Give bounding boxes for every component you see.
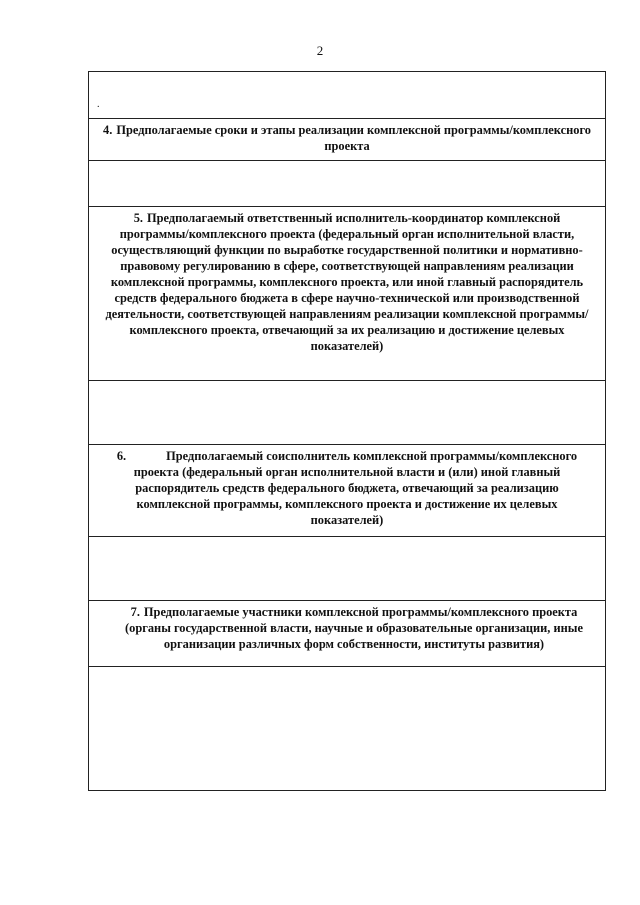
- section-4-title: Предполагаемые сроки и этапы реализации комплексной программы/комплексного проекта: [116, 123, 591, 153]
- section-5-heading: [89, 206, 605, 380]
- answer-cell-5[interactable]: [89, 380, 605, 444]
- application-form-table: [88, 71, 606, 791]
- section-4-heading: [89, 118, 605, 160]
- answer-cell-3[interactable]: [89, 72, 605, 118]
- section-5-title: Предполагаемый ответственный исполнитель-координатор комплексной программы/комплексного проекта (федеральный орган исполнительной власти, осуществляющий функции по выработке государственной политики и нормативно-правовому регулированию в сфере, соответствующей направлениям реализации комплексной программы, комплексного проекта, или иной главный распорядитель средств федерального бюджета в сфере научно-технической или производственной деятельности, соответствующей направлениям реализации комплексной программы/комплексного проекта, отвечающий за их реализацию и достижение целевых показателей): [105, 211, 589, 353]
- page-number: 2: [316, 43, 324, 58]
- section-7-title: Предполагаемые участники комплексной программы/комплексного проекта (органы государственной власти, научные и образовательные организации, иные организации различных форм собственности, институты развития): [125, 605, 583, 651]
- section-7-heading: [89, 600, 605, 666]
- answer-cell-4[interactable]: [89, 160, 605, 206]
- dot-mark: .: [97, 99, 100, 110]
- answer-cell-7[interactable]: [89, 666, 605, 789]
- answer-cell-6[interactable]: [89, 536, 605, 600]
- section-7-number: 7.: [130, 605, 140, 619]
- section-6-number: 6.: [116, 449, 127, 463]
- section-5-number: 5.: [133, 211, 143, 225]
- section-6-title: Предполагаемый соисполнитель комплексной программы/комплексного проекта (федеральный орган исполнительной власти и (или) иной главный распорядитель средств федерального бюджета, отвечающий за реализацию комплексной программы, комплексного проекта и достижение их целевых показателей): [133, 449, 578, 527]
- section-4-number: 4.: [103, 123, 113, 137]
- section-6-heading: [89, 444, 605, 536]
